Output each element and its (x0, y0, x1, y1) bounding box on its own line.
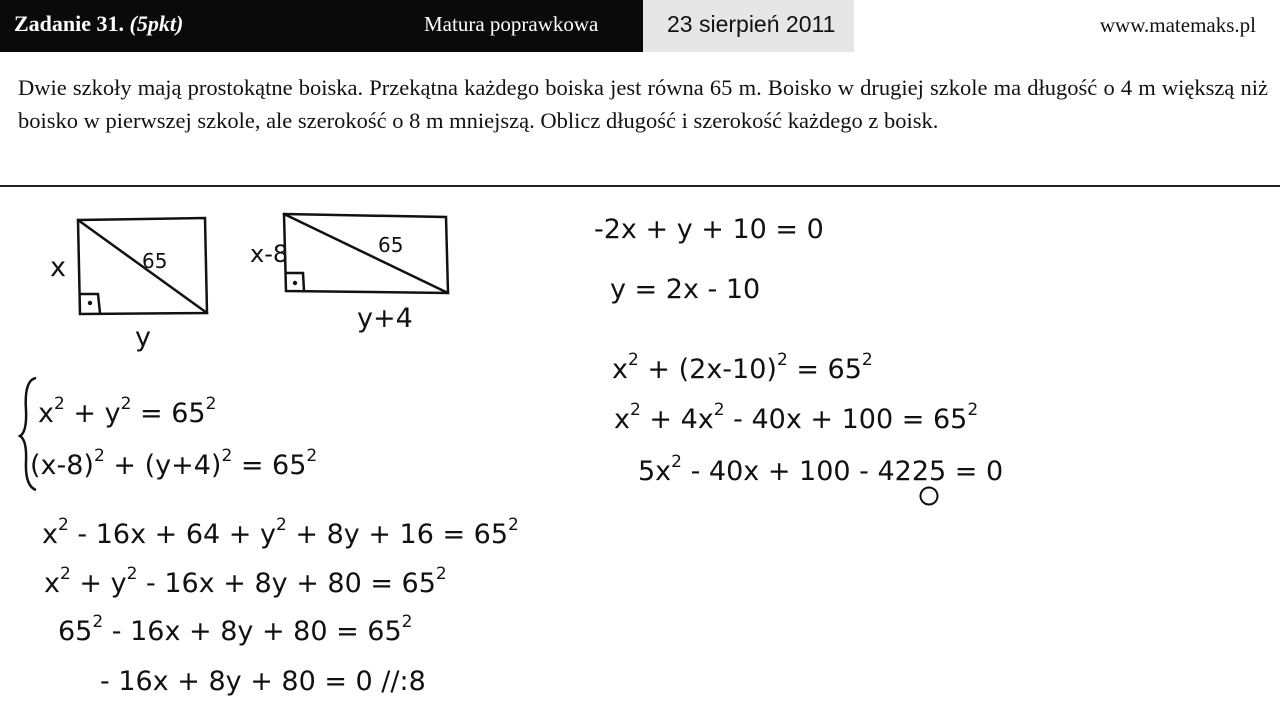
right-step-3: $x^2 + (2x-10)^2 = 65^2$ (612, 350, 873, 385)
left-step-4: $x^2 + y^2 - 16x + 8y + 80 = 65^2$ (44, 564, 447, 599)
left-step-3: $x^2 - 16x + 64 + y^2 + 8y + 16 = 65^2$ (42, 515, 519, 550)
left-step-6: - 16x + 8y + 80 = 0 //:8 (100, 666, 426, 697)
right-step-2: y = 2x - 10 (610, 274, 761, 305)
right-angle-dot-2 (293, 281, 297, 285)
rect1-bottom-label: y (135, 322, 151, 353)
right-step-5: $5x^2 - 40x + 100 - 4225 = 0$ (638, 452, 1004, 487)
rect1-side-label: x (50, 252, 66, 283)
left-step-5: $65^2 - 16x + 8y + 80 = 65^2$ (58, 612, 413, 647)
rect1-diagonal-label: 65 (142, 249, 168, 273)
right-step-1: -2x + y + 10 = 0 (594, 214, 824, 245)
right-step-4: $x^2 + 4x^2 - 40x + 100 = 65^2$ (614, 400, 979, 435)
site-url: www.matemaks.pl (1099, 13, 1256, 37)
exam-date: 23 sierpień 2011 (667, 11, 836, 37)
exam-name: Matura poprawkowa (424, 12, 599, 36)
pen-cursor-icon (921, 488, 938, 505)
rectangle-2-sketch (284, 214, 448, 293)
problem-statement: Dwie szkoły mają prostokątne boiska. Przekątna każdego boiska jest równa 65 m. Boisko w drugiej szkole ma długość o 4 m większą niż boisko w pierwszej szkole, ale szerokość o 8 m mniejszą. Oblicz długość i szerokość każdego z boisk. (18, 75, 1268, 133)
rect2-bottom-label: y+4 (357, 303, 413, 334)
rect2-side-label: x-8 (250, 240, 289, 268)
right-angle-dot-1 (88, 301, 92, 305)
task-number: Zadanie 31. (14, 11, 125, 36)
left-step-2: $(x-8)^2 + (y+4)^2 = 65^2$ (30, 446, 318, 481)
left-step-1: $x^2 + y^2 = 65^2$ (38, 394, 217, 429)
task-points: (5pkt) (129, 11, 184, 36)
rect2-diagonal-label: 65 (378, 233, 404, 257)
